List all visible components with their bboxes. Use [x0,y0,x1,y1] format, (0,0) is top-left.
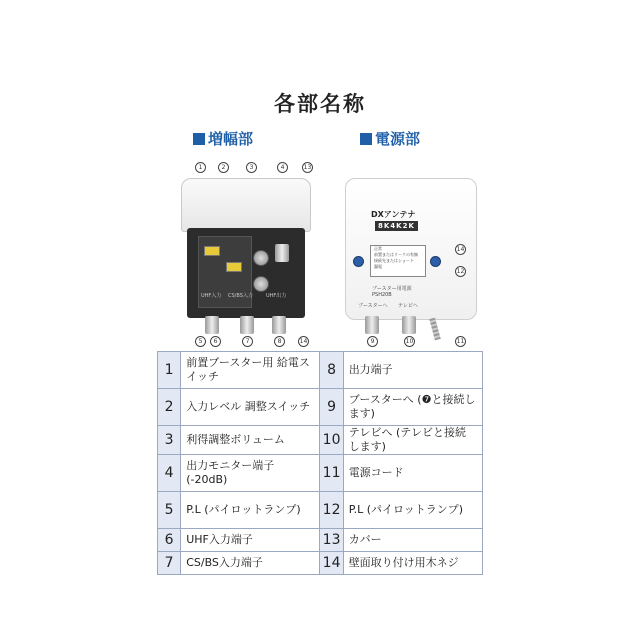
feed-switch-icon [204,246,220,256]
gain-knob-icon [253,276,269,292]
callout-9: 9 [367,336,378,347]
part-number: 13 [320,529,343,552]
callout-5: 5 [195,336,206,347]
parts-table [157,351,483,575]
section-heading-power [360,128,420,149]
part-name: 出力モニター端子 (-20dB) [181,455,320,492]
part-name: 入力レベル 調整スイッチ [181,389,320,426]
part-number: 6 [158,529,181,552]
part-name: 出力端子 [343,352,482,389]
tv-port-connector-icon [402,316,416,334]
callout-13: 13 [303,164,312,171]
callout-4: 4 [277,162,288,173]
panel-line: 前置またはリークの有無 [374,252,418,257]
level-switch-icon [226,262,242,272]
section-label-power: 電源部 [375,130,421,148]
table-row [158,552,483,575]
table-row [158,389,483,426]
square-bullet-icon [360,133,372,145]
part-name: テレビへ (テレビと接続します) [343,426,482,455]
section-heading-amplifier [193,128,253,149]
part-name: P.L (パイロットランプ) [343,492,482,529]
part-number: 4 [158,455,181,492]
booster-port-connector-icon [365,316,379,334]
gain-knob-icon [253,250,269,266]
callout-14: 14 [299,338,308,345]
part-number: 8 [320,352,343,389]
part-number: 5 [158,492,181,529]
callout-14: 14 [456,246,465,253]
part-name: カバー [343,529,482,552]
part-name: UHF入力端子 [181,529,320,552]
part-name: CS/BS入力端子 [181,552,320,575]
callout-12: 12 [456,268,465,275]
table-row [158,492,483,529]
callout-1: 1 [195,162,206,173]
port-label-booster: ブースターへ [358,303,388,309]
resolution-badge: 8K4K2K [375,221,418,231]
part-number: 10 [320,426,343,455]
table-row [158,426,483,455]
part-name: 前置ブースター用 給電スイッチ [181,352,320,389]
table-row [158,455,483,492]
part-number: 1 [158,352,181,389]
panel-line: 正常 [374,246,382,251]
part-name: 壁面取り付け用木ネジ [343,552,482,575]
part-name: P.L (パイロットランプ) [181,492,320,529]
section-label-amplifier: 増幅部 [208,130,254,148]
pilot-lamp-icon [353,256,364,267]
part-number: 14 [320,552,343,575]
page-title: 各部名称 [274,92,366,116]
callout-7: 7 [242,336,253,347]
power-status-panel [370,245,426,277]
model-name: ブースター用電源 PSH20B [372,286,412,298]
table-row [158,529,483,552]
panel-line: 漏電 [374,264,382,269]
callout-11: 11 [456,338,465,345]
square-bullet-icon [193,133,205,145]
callout-8: 8 [274,336,285,347]
panel-line: 接続先またはショート [374,258,414,263]
part-name: ブースターへ (❼と接続します) [343,389,482,426]
amp-label-uhf-in: UHF入力 [201,293,222,299]
callout-3: 3 [246,162,257,173]
pilot-lamp-icon [430,256,441,267]
part-number: 3 [158,426,181,455]
brand-logo: DXアンテナ [371,210,416,219]
part-name: 利得調整ボリューム [181,426,320,455]
part-number: 9 [320,389,343,426]
amp-label-uhf-out: UHF出力 [266,293,287,299]
output-connector-icon [272,316,286,334]
part-number: 7 [158,552,181,575]
part-number: 11 [320,455,343,492]
part-name: 電源コード [343,455,482,492]
callout-2: 2 [218,162,229,173]
table-row [158,352,483,389]
uhf-input-connector-icon [205,316,219,334]
amplifier-cover [181,178,311,232]
csbs-input-connector-icon [240,316,254,334]
part-number: 2 [158,389,181,426]
part-number: 12 [320,492,343,529]
power-cord-icon [429,318,440,341]
callout-10: 10 [405,338,414,345]
monitor-port-icon [275,244,289,262]
port-label-tv: テレビへ [398,303,418,309]
callout-6: 6 [210,336,221,347]
amp-label-csbs-in: CS/BS入力 [228,293,253,299]
